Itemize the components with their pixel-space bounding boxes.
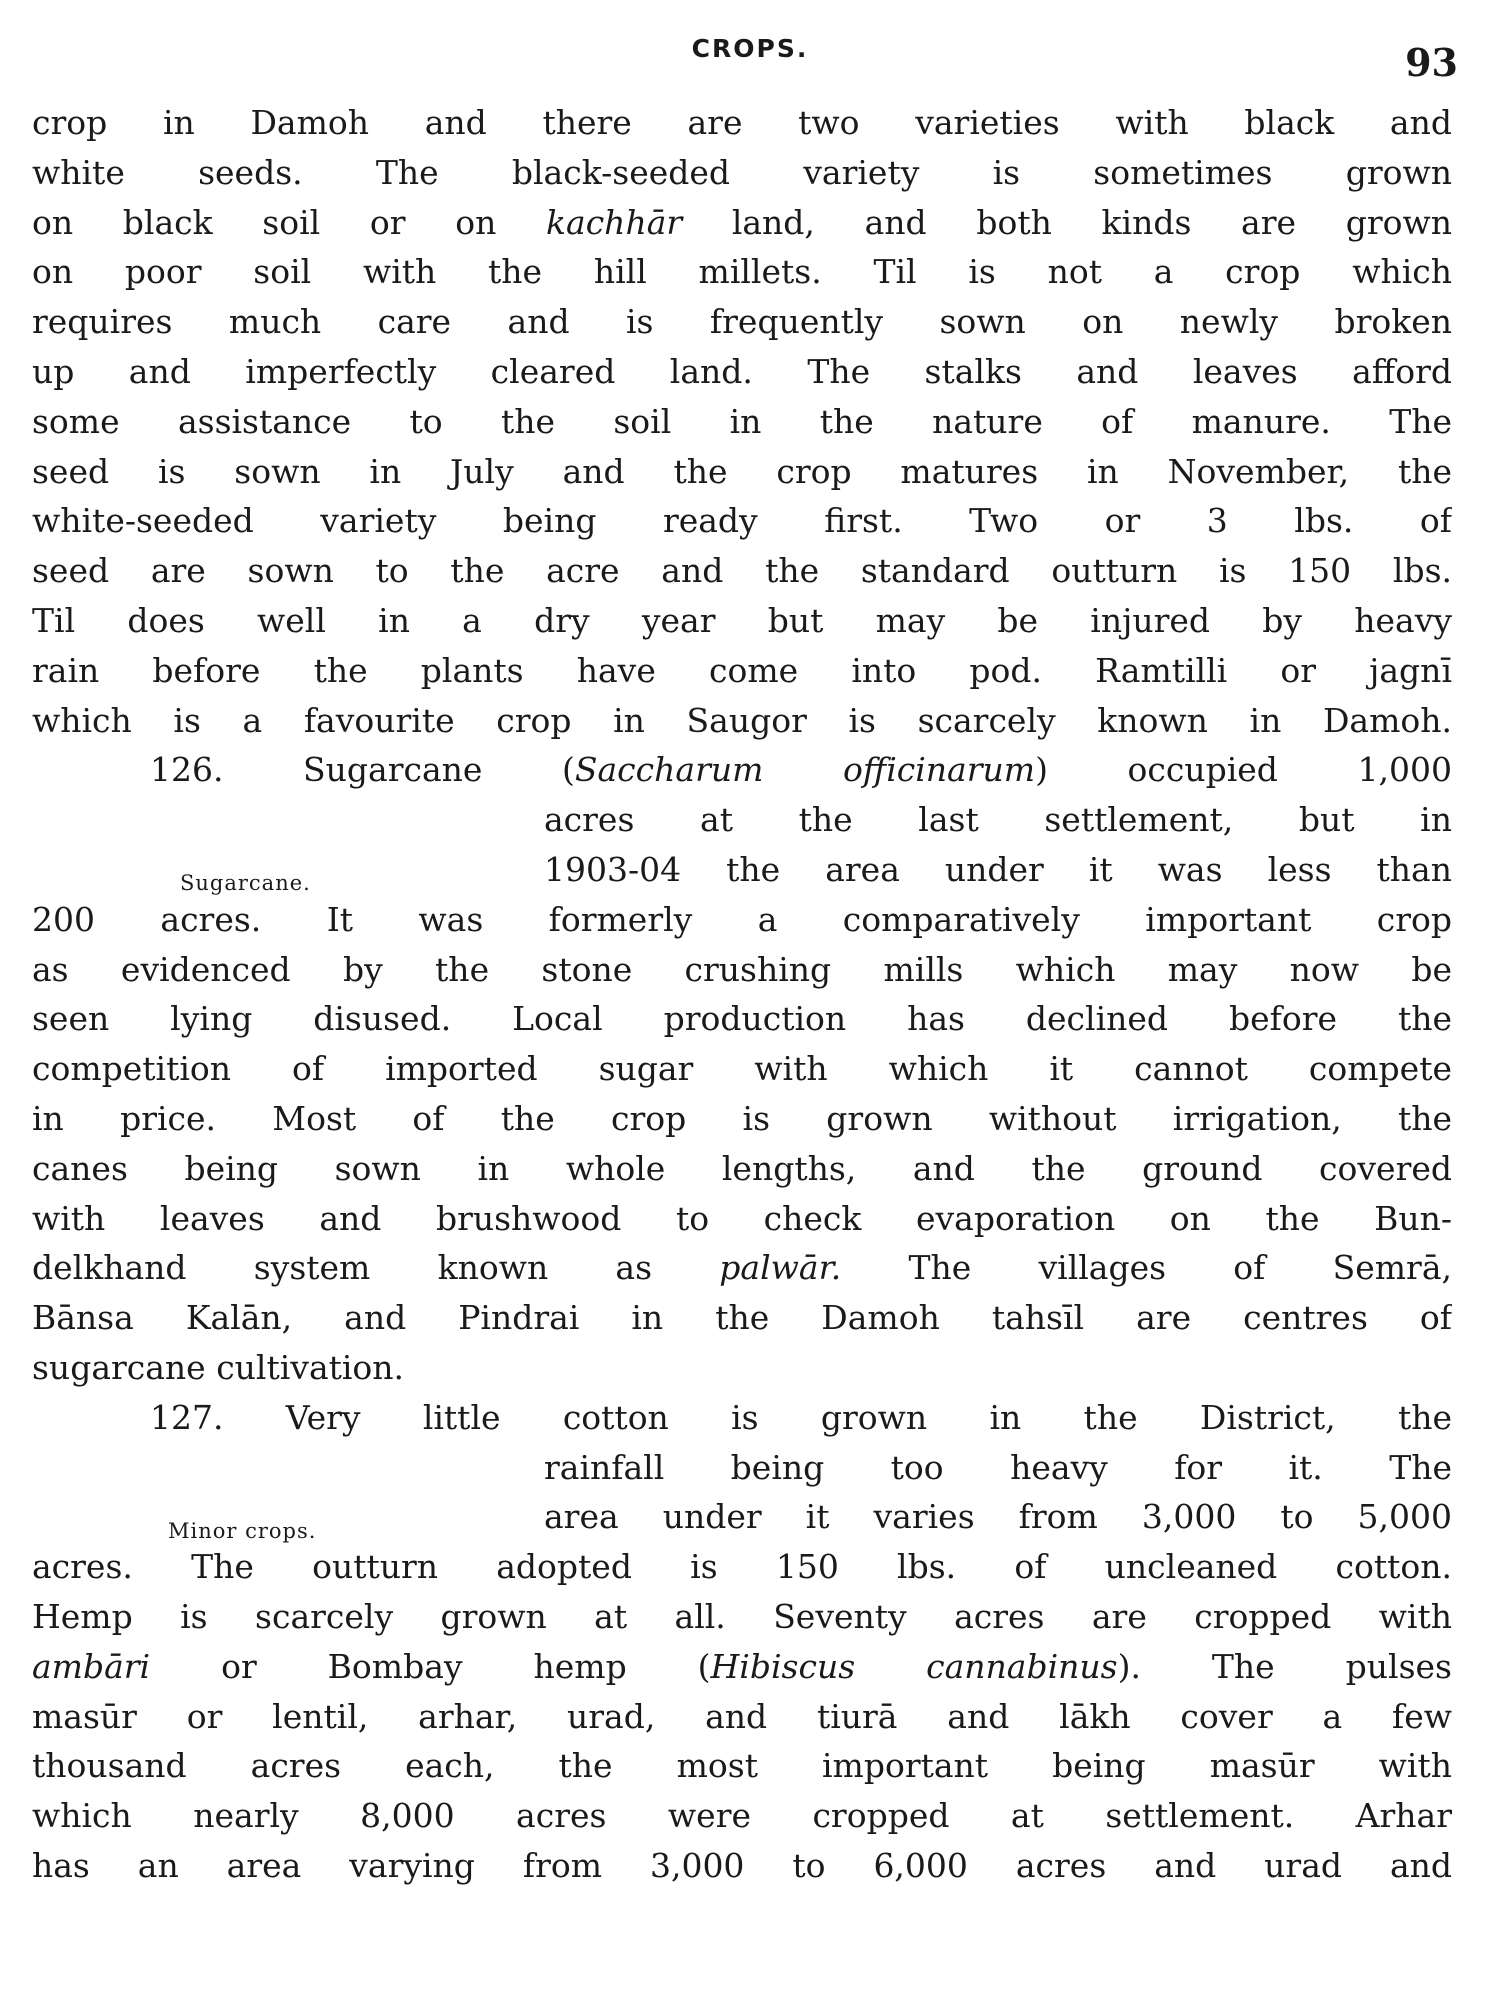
text-line: masūr or lentil, arhar, urad, and tiurā and lākh cover a few xyxy=(32,1696,1452,1736)
text-line: Hemp is scarcely grown at all. Seventy acres are cropped with xyxy=(32,1596,1452,1636)
italic-term: Hibiscus cannabinus xyxy=(710,1646,1118,1686)
text-line: 1903-04 the area under it was less than xyxy=(544,849,1452,889)
text-line: acres at the last settlement, but in xyxy=(544,800,1452,840)
text-line: seed are sown to the acre and the standard outturn is 150 lbs. xyxy=(32,551,1452,591)
text-segment: ) occupied 1,000 xyxy=(1035,750,1452,790)
text-line xyxy=(32,1642,1452,1692)
text-line: thousand acres each, the most important being masūr with xyxy=(32,1746,1452,1786)
text-line: crop in Damoh and there are two varieties with black and xyxy=(32,103,1452,142)
margin-note-minor-crops: Minor crops. xyxy=(168,1518,317,1543)
text-line: 200 acres. It was formerly a comparatively important crop xyxy=(32,899,1452,939)
minor-crops-margin-block xyxy=(32,1443,1452,1592)
text-segment: or Bombay hemp ( xyxy=(221,1646,711,1686)
running-head: CROPS. xyxy=(691,34,809,63)
text-line: as evidenced by the stone crushing mills which may now be xyxy=(32,949,1452,989)
text-line: in price. Most of the crop is grown without irrigation, the xyxy=(32,1098,1452,1138)
text-line: which is a favourite crop in Saugor is scarcely known in Damoh. xyxy=(32,700,1452,740)
text-segment: land, and both kinds are grown xyxy=(731,202,1452,242)
text-line: sugarcane cultivation. xyxy=(32,1347,405,1387)
paragraph-127-start: 127. Very little cotton is grown in the District, the xyxy=(150,1397,1452,1437)
sugarcane-margin-block xyxy=(32,795,1452,944)
text-line: canes being sown in whole lengths, and the ground covered xyxy=(32,1148,1452,1188)
text-line xyxy=(32,1243,1452,1293)
text-line: competition of imported sugar with which it cannot compete xyxy=(32,1049,1452,1089)
text-line: area under it varies from 3,000 to 5,000 xyxy=(544,1497,1452,1537)
text-segment: The villages of Semrā, xyxy=(908,1248,1452,1288)
page-number: 93 xyxy=(1405,40,1458,85)
text-line: rain before the plants have come into pod. Ramtilli or jagnī xyxy=(32,650,1452,690)
text-line: which nearly 8,000 acres were cropped at settlement. Arhar xyxy=(32,1796,1452,1836)
body-text xyxy=(32,98,1452,1891)
italic-term: kachhār xyxy=(546,202,683,242)
text-line: acres. The outturn adopted is 150 lbs. of uncleaned cotton. xyxy=(32,1547,1452,1587)
paragraph-126-start xyxy=(32,745,1452,795)
text-line: on poor soil with the hill millets. Til is not a crop which xyxy=(32,252,1452,292)
text-line: up and imperfectly cleared land. The stalks and leaves afford xyxy=(32,351,1452,391)
text-segment: 126. Sugarcane ( xyxy=(150,750,575,790)
text-segment: on black soil or on xyxy=(32,202,497,242)
text-line: white seeds. The black-seeded variety is sometimes grown xyxy=(32,152,1452,192)
margin-lines xyxy=(544,1443,1452,1543)
italic-term: Saccharum officinarum xyxy=(574,750,1036,790)
text-line: seed is sown in July and the crop matures in November, the xyxy=(32,451,1452,491)
italic-term: palwār. xyxy=(719,1248,842,1288)
text-line: rainfall being too heavy for it. The xyxy=(544,1447,1452,1487)
text-line: with leaves and brushwood to check evaporation on the Bun- xyxy=(32,1198,1452,1238)
text-line xyxy=(32,198,1452,248)
text-line: requires much care and is frequently sown on newly broken xyxy=(32,302,1452,342)
margin-note-sugarcane: Sugarcane. xyxy=(180,871,311,896)
text-line: seen lying disused. Local production has declined before the xyxy=(32,999,1452,1039)
italic-term: ambāri xyxy=(32,1646,151,1686)
text-segment: ). The pulses xyxy=(1117,1646,1452,1686)
text-segment: delkhand system known as xyxy=(32,1248,653,1288)
text-line: has an area varying from 3,000 to 6,000 acres and urad and xyxy=(32,1845,1452,1885)
text-line: some assistance to the soil in the nature of manure. The xyxy=(32,401,1452,441)
text-line: Til does well in a dry year but may be injured by heavy xyxy=(32,600,1452,640)
text-line: Bānsa Kalān, and Pindrai in the Damoh tahsīl are centres of xyxy=(32,1298,1452,1338)
margin-lines xyxy=(544,795,1452,895)
text-line: white-seeded variety being ready first. Two or 3 lbs. of xyxy=(32,501,1452,541)
